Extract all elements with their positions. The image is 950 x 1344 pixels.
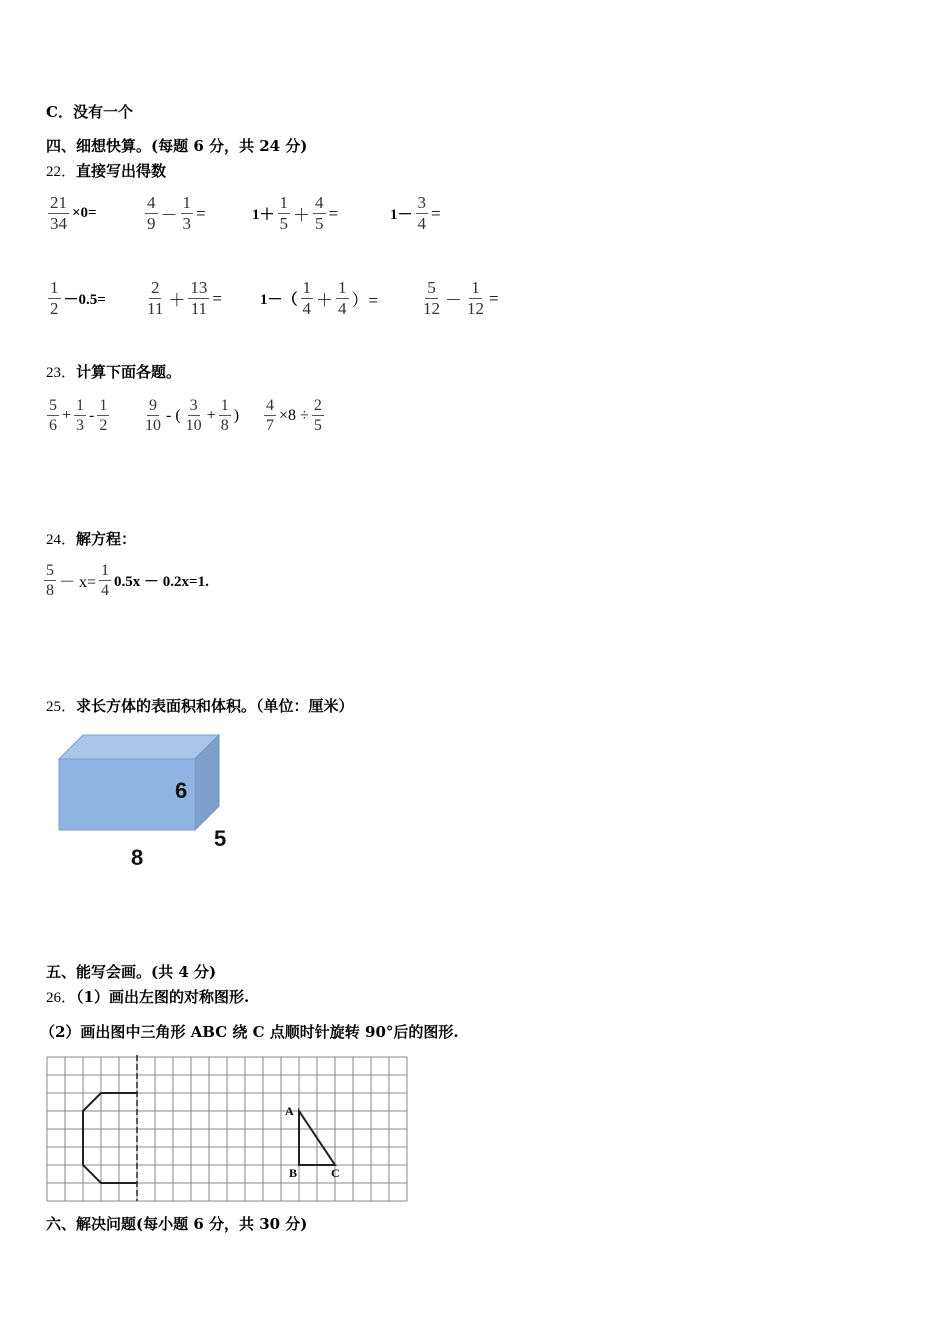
expression	[46, 193, 98, 234]
operator-text: ）=	[351, 291, 379, 310]
fraction	[184, 396, 204, 435]
numerator: 5	[427, 278, 436, 297]
operator-text: 1－	[390, 207, 413, 223]
operator-text: ×8 ÷	[279, 406, 309, 424]
fraction	[48, 278, 61, 319]
q25-title	[46, 697, 354, 716]
expression	[141, 396, 240, 435]
width-label: 5	[214, 826, 227, 851]
denominator: 11	[190, 299, 208, 318]
length-label: 8	[131, 845, 144, 870]
denominator: 5	[315, 214, 324, 233]
denominator: 4	[101, 582, 110, 599]
q26-part2: （2）画出图中三角形 ABC 绕 C 点顺时针旋转 90°后的图形.	[40, 1023, 459, 1041]
fraction	[143, 396, 163, 435]
expression	[42, 561, 210, 600]
numerator: 1	[338, 278, 347, 297]
expression	[262, 396, 326, 435]
fraction	[336, 278, 349, 319]
numerator: 21	[50, 193, 67, 212]
numerator: 3	[189, 397, 198, 414]
q22-number: 22．	[46, 164, 77, 180]
expression	[419, 278, 500, 319]
denominator: 6	[49, 417, 57, 434]
fraction	[44, 561, 56, 600]
operator-text: 0.5x － 0.2x=1.	[114, 574, 209, 590]
numerator: 5	[49, 397, 57, 414]
expression	[251, 193, 339, 234]
label-c: C	[331, 1166, 340, 1180]
operator-text: -	[89, 406, 95, 424]
fraction	[313, 193, 326, 234]
denominator: 11	[147, 299, 164, 318]
q22-title	[46, 162, 166, 181]
expression	[259, 278, 379, 319]
fraction	[47, 396, 59, 435]
numerator: 1	[50, 278, 59, 297]
section-5-heading: 五、能写会画。(共 4 分)	[46, 963, 217, 981]
denominator: 2	[99, 417, 108, 434]
section-4-heading: 四、细想快算。(每题 6 分，共 24 分)	[46, 137, 308, 155]
q26-title	[46, 988, 249, 1007]
operator-text: ＋	[168, 291, 186, 310]
fraction	[181, 193, 194, 234]
q23-text: 计算下面各题。	[76, 363, 182, 381]
section-6-heading: 六、解决问题(每小题 6 分，共 30 分)	[46, 1215, 308, 1233]
denominator: 4	[417, 214, 427, 233]
operator-text: 1＋	[252, 207, 275, 223]
expression	[143, 193, 207, 234]
operator-text: )	[233, 406, 240, 424]
q23-title	[46, 363, 181, 382]
numerator: 3	[417, 193, 427, 212]
denominator: 2	[50, 299, 59, 318]
operator-text: =	[489, 288, 499, 308]
operator-text: =	[328, 203, 339, 223]
fraction	[301, 278, 314, 319]
numerator: 1	[220, 397, 229, 414]
numerator: 4	[147, 193, 156, 212]
numerator: 5	[46, 562, 54, 579]
fraction	[421, 278, 442, 319]
denominator: 4	[302, 299, 312, 318]
fraction	[465, 278, 486, 319]
denominator: 9	[147, 214, 156, 233]
numerator: 1	[471, 278, 480, 297]
expression	[143, 278, 223, 319]
fraction	[219, 396, 231, 435]
numerator: 4	[266, 397, 274, 414]
numerator: 2	[150, 278, 160, 297]
operator-text: －	[160, 206, 178, 225]
expression	[45, 396, 111, 435]
q24-text: 解方程：	[76, 530, 137, 548]
numerator: 1	[76, 397, 85, 414]
operator-text: +	[206, 406, 216, 424]
operator-text: =	[212, 288, 222, 308]
q24-title	[46, 530, 136, 549]
fraction	[278, 193, 291, 234]
numerator: 1	[279, 193, 289, 212]
label-a: A	[285, 1104, 294, 1118]
expression	[46, 278, 107, 319]
denominator: 12	[423, 299, 440, 318]
cuboid-figure	[50, 728, 250, 873]
denominator: 12	[467, 299, 484, 318]
q24-number: 24．	[46, 532, 77, 548]
denominator: 5	[279, 214, 289, 233]
denominator: 10	[145, 417, 161, 434]
q23-number: 23．	[46, 365, 77, 381]
numerator: 1	[99, 397, 108, 414]
half-shape	[83, 1093, 137, 1183]
fraction	[97, 396, 109, 435]
denominator: 7	[266, 417, 274, 434]
fraction	[74, 396, 86, 435]
operator-text: ＋	[316, 291, 334, 310]
numerator: 1	[182, 193, 191, 212]
fraction	[312, 396, 324, 435]
operator-text: =	[196, 203, 206, 223]
operator-text: - (	[166, 406, 181, 424]
numerator: 13	[190, 278, 208, 297]
numerator: 9	[149, 397, 157, 414]
q26-part1: （1）画出左图的对称图形.	[76, 988, 250, 1006]
operator-text: +	[62, 406, 72, 424]
denominator: 8	[46, 582, 54, 599]
operator-text: 1－（	[260, 292, 298, 308]
fraction	[48, 193, 69, 234]
fraction	[145, 278, 165, 319]
fraction	[99, 561, 111, 600]
fraction	[264, 396, 276, 435]
q25-text: 求长方体的表面积和体积。（单位：厘米）	[76, 697, 354, 715]
fraction	[188, 278, 209, 319]
denominator: 10	[185, 417, 202, 434]
numerator: 1	[302, 278, 312, 297]
numerator: 1	[101, 562, 110, 579]
numerator: 2	[313, 397, 322, 414]
fraction	[416, 193, 429, 234]
height-label: 6	[175, 778, 188, 803]
fraction	[145, 193, 158, 234]
operator-text: － x=	[59, 574, 97, 591]
denominator: 3	[76, 417, 85, 434]
denominator: 8	[220, 417, 229, 434]
operator-text: ＋	[293, 206, 311, 225]
option-c: C．没有一个	[46, 103, 133, 121]
operator-text: =	[431, 203, 441, 223]
operator-text: －	[445, 291, 462, 310]
expression	[389, 193, 442, 234]
q22-text: 直接写出得数	[76, 162, 167, 180]
cuboid-top	[59, 735, 219, 759]
denominator: 3	[182, 214, 191, 233]
denominator: 4	[338, 299, 347, 318]
denominator: 34	[50, 214, 67, 233]
q26-number: 26．	[46, 990, 77, 1006]
drawing-grid	[46, 1055, 410, 1203]
operator-text: －0.5=	[63, 292, 106, 308]
label-b: B	[289, 1166, 298, 1180]
denominator: 5	[313, 417, 322, 434]
operator-text: ×0=	[72, 205, 97, 221]
q25-number: 25．	[46, 699, 77, 715]
numerator: 4	[315, 193, 324, 212]
